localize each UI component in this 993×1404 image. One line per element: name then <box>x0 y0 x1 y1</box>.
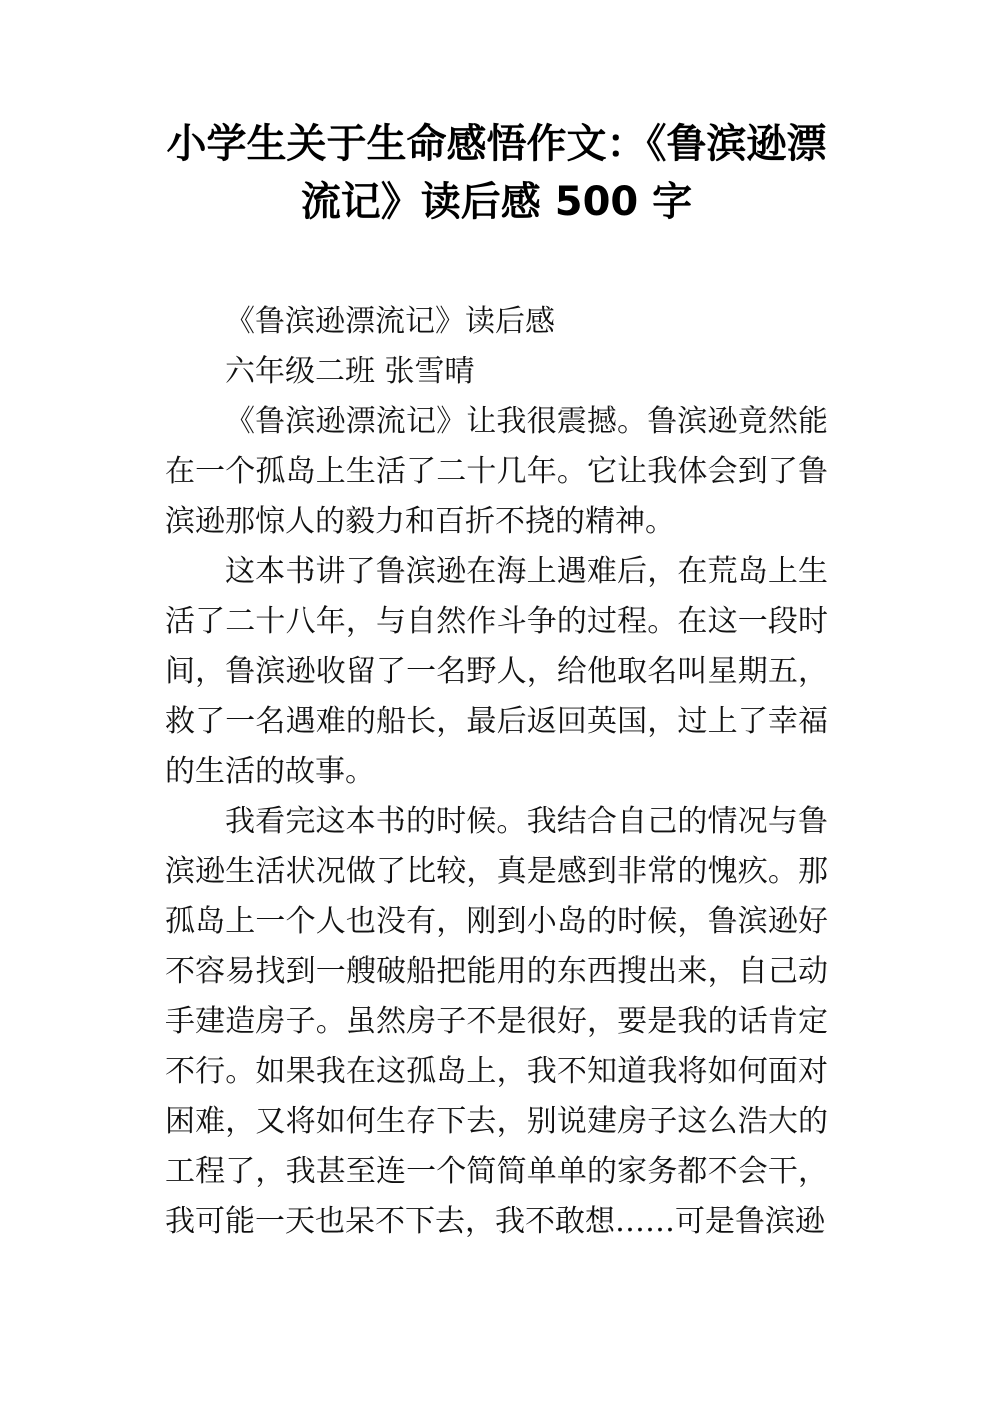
essay-subtitle-line: 《鲁滨逊漂流记》读后感 <box>225 304 555 339</box>
paragraph-1: 《鲁滨逊漂流记》让我很震撼。鲁滨逊竟然能在一个孤岛上生活了二十几年。它让我体会到了鲁滨逊那惊人的毅力和百折不挠的精神。 <box>165 404 828 539</box>
essay-body <box>0 297 993 1247</box>
author-line: 六年级二班 张雪晴 <box>225 354 475 389</box>
paragraph-2: 这本书讲了鲁滨逊在海上遇难后，在荒岛上生活了二十八年，与自然作斗争的过程。在这一段时间，鲁滨逊收留了一名野人，给他取名叫星期五，救了一名遇难的船长，最后返回英国，过上了幸福的生活的故事。 <box>165 554 828 789</box>
paragraph-3: 我看完这本书的时候。我结合自己的情况与鲁滨逊生活状况做了比较，真是感到非常的愧疚。那孤岛上一个人也没有，刚到小岛的时候，鲁滨逊好不容易找到一艘破船把能用的东西搜出来，自己动手建造房子。虽然房子不是很好，要是我的话肯定不行。如果我在这孤岛上，我不知道我将如何面对困难，又将如何生存下去，别说建房子这么浩大的工程了，我甚至连一个简简单单的家务都不会干，我可能一天也呆不下去，我不敢想……可是鲁滨逊 <box>165 804 828 1239</box>
document-title: 小学生关于生命感悟作文：《鲁滨逊漂流记》读后感 500 字 <box>166 121 827 225</box>
